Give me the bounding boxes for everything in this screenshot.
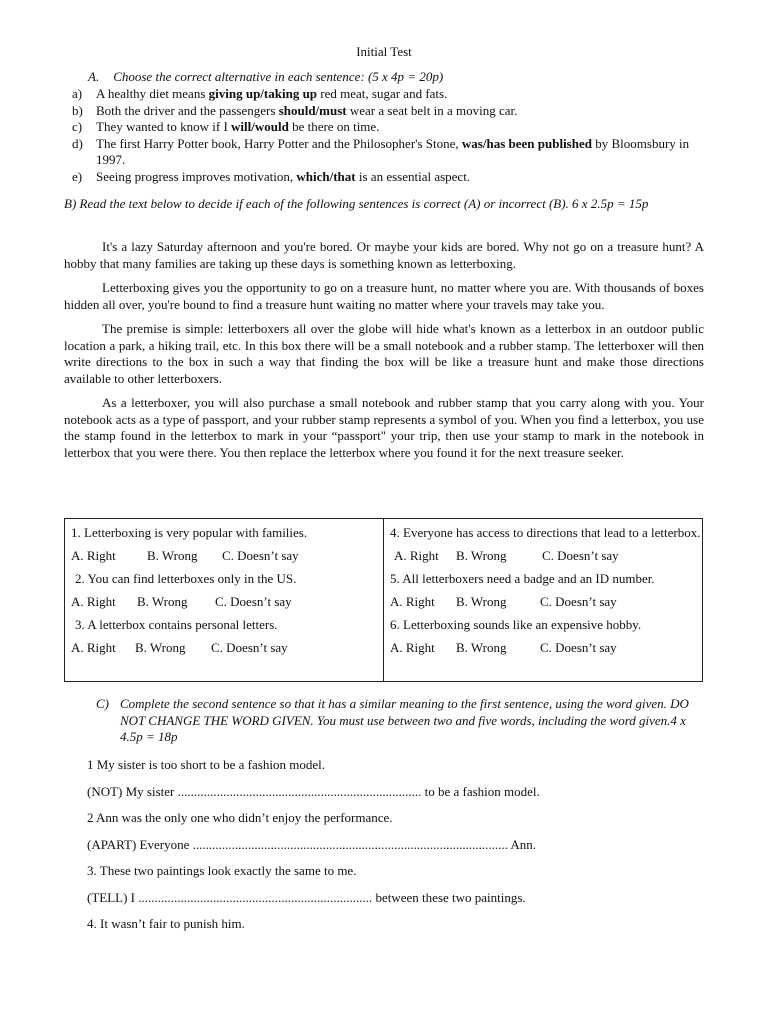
section-a-item — [72, 103, 692, 120]
section-c-lines — [87, 757, 647, 943]
option-c[interactable]: C. Doesn’t say — [540, 640, 617, 655]
item-key: a) — [72, 86, 83, 101]
option-b[interactable]: B. Wrong — [137, 594, 188, 609]
answer-line[interactable]: (TELL) I ........................................................................ between these two paintings. — [87, 889, 526, 905]
option-b[interactable]: B. Wrong — [456, 548, 507, 563]
option-a[interactable]: A. Right — [390, 640, 435, 655]
sentence-line: 4. It wasn’t fair to punish him. — [87, 916, 245, 931]
answer-options — [390, 590, 696, 613]
option-c[interactable]: C. Doesn’t say — [211, 640, 288, 655]
answer-line[interactable]: (NOT) My sister ........................................................................... to be a fashion model. — [87, 783, 540, 799]
page-title: Initial Test — [356, 44, 412, 59]
questions-right-column — [384, 519, 703, 682]
answer-options — [71, 544, 377, 567]
option-a[interactable]: A. Right — [71, 640, 116, 655]
item-text-before: The first Harry Potter book, Harry Potter and the Philosopher's Stone, — [96, 135, 462, 151]
item-text-before: Seeing progress improves motivation, — [96, 168, 297, 184]
item-text-before: A healthy diet means — [96, 86, 209, 101]
reading-text — [64, 239, 704, 469]
item-text-after: red meat, sugar and fats. — [317, 86, 448, 101]
item-text-after: wear a seat belt in a moving car. — [346, 102, 518, 118]
option-a[interactable]: A. Right — [394, 548, 439, 563]
section-a-item — [72, 119, 692, 136]
option-a[interactable]: A. Right — [390, 594, 435, 609]
section-a-item — [72, 169, 692, 186]
item-key: d) — [72, 135, 83, 151]
answer-options — [390, 544, 696, 567]
section-c-label: C) — [96, 696, 109, 711]
item-key: b) — [72, 102, 83, 118]
item-choice: was/has been published — [461, 135, 592, 151]
item-choice: giving up/taking up — [208, 86, 318, 101]
question-5: 5. All letterboxers need a badge and an ID number. — [390, 571, 655, 586]
question-1: 1. Letterboxing is very popular with families. — [71, 525, 308, 540]
questions-left-column — [65, 519, 384, 682]
question-4: 4. Everyone has access to directions that lead to a letterbox. — [390, 525, 701, 540]
questions-table — [64, 518, 703, 682]
section-a-item — [72, 86, 692, 103]
item-text — [96, 86, 692, 103]
option-c[interactable]: C. Doesn’t say — [222, 548, 299, 563]
section-b-instruction: B) Read the text below to decide if each of the following sentences is correct (A) or incorrect (B). 6 x 2.5p = 15p — [64, 196, 649, 211]
option-a[interactable]: A. Right — [71, 548, 116, 563]
item-text — [96, 119, 692, 136]
section-a-heading — [88, 69, 443, 85]
option-c[interactable]: C. Doesn’t say — [540, 594, 617, 609]
sentence-line: 1 My sister is too short to be a fashion model. — [87, 757, 325, 772]
item-text — [96, 136, 692, 169]
item-text-before: They wanted to know if I — [96, 119, 232, 134]
answer-options — [390, 636, 696, 659]
option-c[interactable]: C. Doesn’t say — [542, 548, 619, 563]
section-a-item — [72, 136, 692, 169]
reading-paragraph: Letterboxing gives you the opportunity to go on a treasure hunt, no matter where you are. With thousands of boxes hidden all over, you're bound to find a treasure hunt waiting no matter where your travels may take you. — [64, 280, 704, 312]
answer-options — [71, 636, 377, 659]
item-text-before: Both the driver and the passengers — [96, 102, 279, 118]
answer-options — [71, 590, 377, 613]
item-text — [96, 103, 692, 120]
section-c-instruction: Complete the second sentence so that it has a similar meaning to the first sentence, using the word given. DO NOT CHANGE THE WORD GIVEN. You must use between two and five words, including the word given.4 x 4.5p = 18p — [120, 696, 689, 744]
section-a-label: A. — [88, 69, 100, 84]
reading-paragraph: The premise is simple: letterboxers all over the globe will hide what's known as a letterbox in an outdoor public location a park, a hiking trail, etc. In this box there will be a small notebook and a rubber stamp. The letterboxer will then write directions to the box in such a way that finding the box will be like a treasure hunt and make those directions available to other letterboxers. — [64, 321, 704, 386]
item-text-after: be there on time. — [288, 119, 380, 134]
sentence-line: 3. These two paintings look exactly the same to me. — [87, 863, 357, 878]
item-key: e) — [72, 168, 83, 184]
section-a-instruction: Choose the correct alternative in each sentence: (5 x 4p = 20p) — [113, 69, 444, 84]
option-a[interactable]: A. Right — [71, 594, 116, 609]
option-b[interactable]: B. Wrong — [456, 594, 507, 609]
question-2: 2. You can find letterboxes only in the US. — [75, 571, 297, 586]
question-6: 6. Letterboxing sounds like an expensive hobby. — [390, 617, 642, 632]
item-text — [96, 169, 692, 186]
question-3: 3. A letterbox contains personal letters. — [75, 617, 278, 632]
item-key: c) — [72, 119, 83, 134]
option-b[interactable]: B. Wrong — [456, 640, 507, 655]
option-b[interactable]: B. Wrong — [147, 548, 198, 563]
option-b[interactable]: B. Wrong — [135, 640, 186, 655]
answer-line[interactable]: (APART) Everyone ................................................................................................. Ann. — [87, 836, 537, 852]
section-a-items — [72, 86, 692, 185]
item-choice: should/must — [278, 102, 347, 118]
option-c[interactable]: C. Doesn’t say — [215, 594, 292, 609]
reading-paragraph: As a letterboxer, you will also purchase a small notebook and rubber stamp that you carry along with you. Your notebook acts as a type of passport, and your rubber stamp represents a symbol of you. When you find a letterbox, you use the stamp found in the letterbox to mark in your “passport" your trip, then use your stamp to mark in the notebook in letterbox that you were there. You then replace the letterbox where you found it for the next treasure seeker. — [64, 395, 704, 460]
section-c-heading — [96, 696, 706, 746]
item-text-after: by Bloomsbury in 1997. — [96, 135, 690, 167]
reading-paragraph: It's a lazy Saturday afternoon and you're bored. Or maybe your kids are bored. Why not go on a treasure hunt? A hobby that many families are taking up these days is something known as letterboxing. — [64, 239, 704, 271]
sentence-line: 2 Ann was the only one who didn’t enjoy the performance. — [87, 810, 393, 825]
item-choice: which/that — [296, 168, 356, 184]
item-text-after: is an essential aspect. — [355, 168, 471, 184]
item-choice: will/would — [231, 119, 289, 134]
